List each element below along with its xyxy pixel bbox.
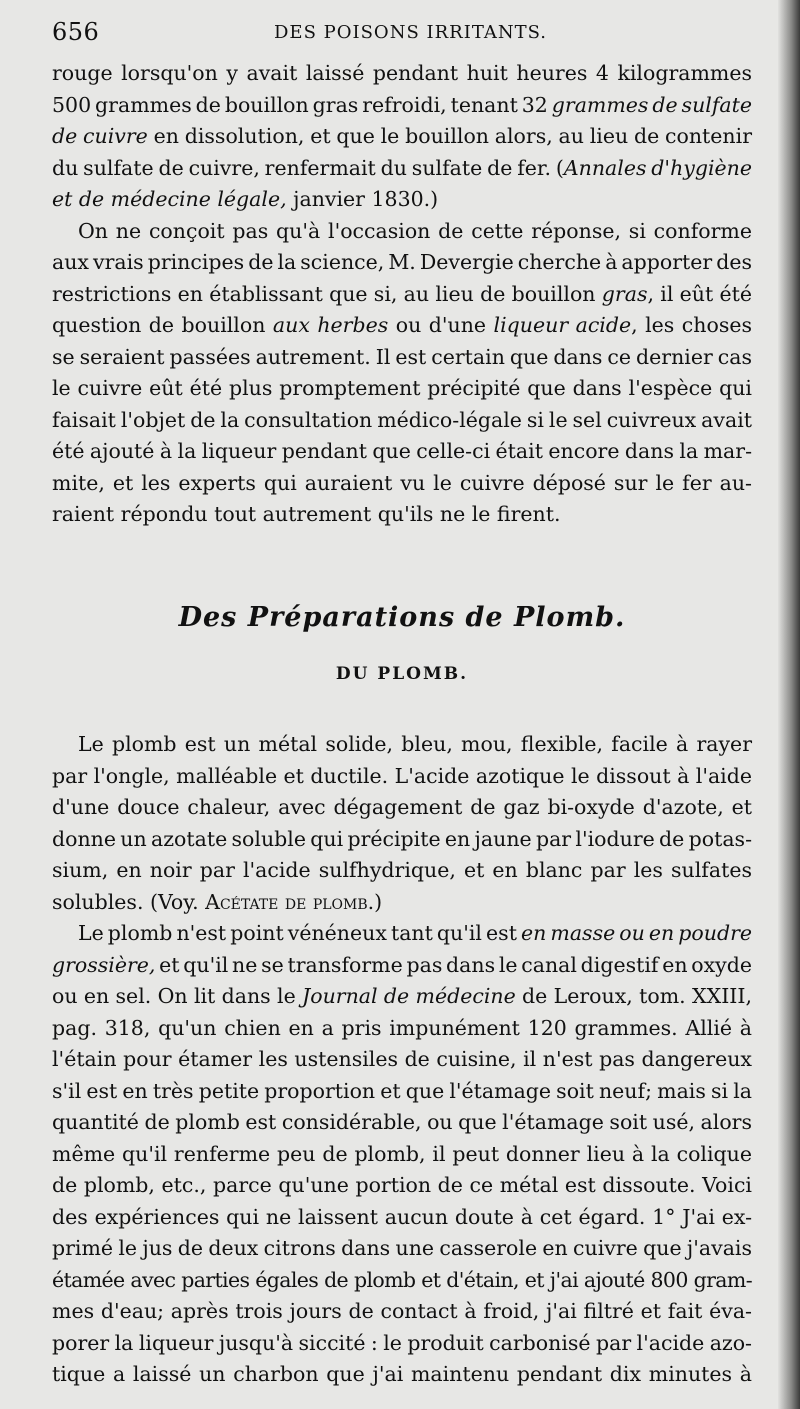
text-line: aux vrais principes de la science, M. Devergie cherche à apporter des [52, 250, 752, 274]
text-line: On ne conçoit pas qu'à l'occasion de cette réponse, si conforme [78, 218, 752, 243]
paragraph-continuation [52, 58, 752, 216]
subsection-title: DU PLOMB. [335, 664, 469, 684]
text-line: porer la liqueur jusqu'à siccité : le produit carbonisé par l'acide azo- [52, 1330, 752, 1355]
text-line: restrictions en établissant que si, au lieu de bouillon gras, il eût été [52, 281, 752, 306]
text-line: par l'ongle, malléable et ductile. L'acide azotique le dissout à l'aide [52, 763, 752, 788]
text-line: étamée avec parties égales de plomb et d'étain, et j'ai ajouté 800 gram- [52, 1267, 752, 1292]
page-edge-shadow [778, 0, 800, 1409]
text-line: primé le jus de deux citrons dans une casserole en cuivre que j'avais [52, 1236, 752, 1260]
text-line: sium, en noir par l'acide sulfhydrique, et en blanc par les sulfates [52, 858, 752, 882]
text-line: été ajouté à la liqueur pendant que celle-ci était encore dans la mar- [52, 439, 752, 463]
text-line: 500 grammes de bouillon gras refroidi, tenant 32 grammes de sulfate [52, 92, 753, 117]
text-line: rouge lorsqu'on y avait laissé pendant huit heures 4 kilogrammes [52, 61, 752, 85]
text-line: s'il est en très petite proportion et que l'étamage soit neuf; mais si la [52, 1078, 752, 1103]
body-text-top [52, 58, 752, 531]
text-line: quantité de plomb est considérable, ou que l'étamage soit usé, alors [52, 1110, 752, 1134]
paragraph-devergie [52, 216, 752, 531]
text-line: Le plomb n'est point vénéneux tant qu'il est en masse ou en poudre [78, 921, 753, 945]
text-line: d'une douce chaleur, avec dégagement de gaz bi-oxyde d'azote, et [52, 795, 752, 819]
text-line: faisait l'objet de la consultation médico-légale si le sel cuivreux avait [52, 407, 752, 432]
text-line: le cuivre eût été plus promptement précipité que dans l'espèce qui [52, 376, 752, 400]
text-line: mite, et les experts qui auraient vu le cuivre déposé sur le fer au- [52, 470, 752, 495]
text-line: même qu'il renferme peu de plomb, il peut donner lieu à la colique [52, 1141, 752, 1166]
text-line: Le plomb est un métal solide, bleu, mou, flexible, facile à rayer [78, 732, 752, 756]
text-line: et de médecine légale, janvier 1830.) [52, 187, 439, 211]
text-line: question de bouillon aux herbes ou d'une liqueur acide, les choses [52, 313, 752, 337]
page-header [52, 18, 752, 48]
text-line: raient répondu tout autrement qu'ils ne le firent. [52, 502, 561, 526]
text-line: donne un azotate soluble qui précipite en jaune par l'iodure de potas- [52, 826, 752, 851]
text-line: grossière, et qu'il ne se transforme pas dans le canal digestif en oxyde [52, 952, 752, 977]
section-title: Des Préparations de Plomb. [178, 602, 626, 633]
text-line: de plomb, etc., parce qu'une portion de ce métal est dissoute. Voici [52, 1173, 752, 1197]
running-head: DES POISONS IRRITANTS. [274, 22, 548, 43]
text-line: pag. 318, qu'un chien en a pris impunément 120 grammes. Allié à [52, 1015, 752, 1040]
text-line: l'étain pour étamer les ustensiles de cuisine, il n'est pas dangereux [52, 1047, 752, 1071]
text-line: solubles. (Voy. Acétate de plomb.) [52, 889, 383, 914]
text-line: mes d'eau; après trois jours de contact à froid, j'ai filtré et fait éva- [52, 1299, 752, 1323]
text-line: se seraient passées autrement. Il est certain que dans ce dernier cas [52, 344, 752, 369]
paragraph-plomb-toxicity [52, 918, 752, 1391]
text-line: du sulfate de cuivre, renfermait du sulfate de fer. (Annales d'hygiène [52, 155, 752, 180]
page-number: 656 [52, 18, 100, 46]
body-text-bottom [52, 729, 752, 1391]
text-line: tique a laissé un charbon que j'ai maintenu pendant dix minutes à [52, 1362, 752, 1386]
text-line: des expériences qui ne laissent aucun doute à cet égard. 1° J'ai ex- [52, 1204, 752, 1229]
text-line: de cuivre en dissolution, et que le bouillon alors, au lieu de contenir [52, 124, 752, 148]
text-line: ou en sel. On lit dans le Journal de médecine de Leroux, tom. XXIII, [52, 984, 752, 1008]
paragraph-plomb-description [52, 729, 752, 918]
